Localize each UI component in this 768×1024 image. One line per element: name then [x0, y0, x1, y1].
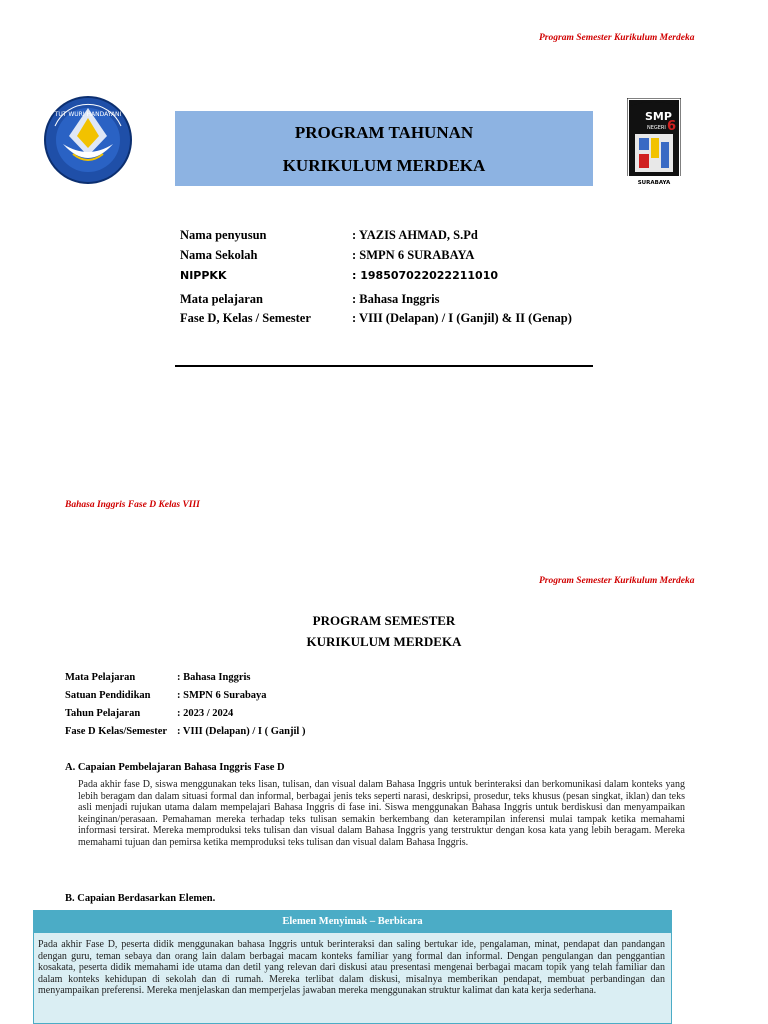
- info-value: : 2023 / 2024: [177, 708, 234, 719]
- info-label: Mata pelajaran: [180, 292, 263, 306]
- tut-wuri-handayani-logo: [37, 96, 139, 184]
- page1-header-note: Program Semester Kurikulum Merdeka: [539, 33, 695, 43]
- info-value: : SMPN 6 Surabaya: [177, 690, 267, 701]
- logo-right-number: 6: [667, 119, 677, 134]
- divider: [175, 365, 593, 367]
- title-box: [175, 111, 593, 186]
- elemen-text: Pada akhir Fase D, peserta didik menggunakan bahasa Inggris untuk berinteraksi dan saling bertukar ide, pengalaman, minat, pendapat dan pandangan dengan guru, teman sebaya dan orang lain dalam berbagai macam konteks familiar yang formal dan informal. Dengan pengulangan dan penggantian kosakata, peserta didik memahami ide utama dan detil yang relevan dari diskusi atau presentasi mengenai berbagai macam topik yang telah familiar dan dalam konteks kehidupan di sekolah dan di rumah. Mereka terlibat dalam diskusi, misalnya memberikan pendapat, membuat perbandingan dan menyampaikan preferensi. Mereka menjelaskan dan memperjelas jawaban mereka menggunakan struktur kalimat dan kata kerja sederhana.: [38, 939, 665, 997]
- info-value: : YAZIS AHMAD, S.Pd: [352, 228, 478, 242]
- info-label: NIPPKK: [180, 269, 227, 282]
- info-row-fase: [180, 311, 600, 327]
- logo-right-top-text: SMP: [645, 110, 672, 123]
- elemen-header: Elemen Menyimak – Berbicara: [34, 911, 671, 933]
- semester-info-row: [65, 726, 465, 740]
- info-row-sekolah: [180, 248, 600, 264]
- info-value: : VIII (Delapan) / I ( Ganjil ): [177, 726, 306, 737]
- semester-info-row: [65, 690, 465, 704]
- elemen-table: [33, 910, 672, 1024]
- info-value: : 198507022022211010: [352, 269, 498, 282]
- page-title-line1: PROGRAM TAHUNAN: [294, 123, 474, 142]
- info-label: Tahun Pelajaran: [65, 708, 141, 719]
- info-label: Nama penyusun: [180, 228, 267, 242]
- info-label: Mata Pelajaran: [65, 672, 136, 683]
- logo-right-bottom-text: SURABAYA: [637, 180, 671, 186]
- info-label: Nama Sekolah: [180, 248, 258, 262]
- info-row-nippkk: [180, 269, 600, 285]
- section-a-title: A. Capaian Pembelajaran Bahasa Inggris Fase D: [65, 762, 285, 773]
- logo-left-text: TUT WURI HANDAYANI: [54, 111, 122, 118]
- info-row-penyusun: [180, 228, 600, 244]
- page2-header-note: Program Semester Kurikulum Merdeka: [539, 576, 695, 586]
- info-value: : VIII (Delapan) / I (Ganjil) & II (Genap): [352, 311, 572, 325]
- info-label: Fase D, Kelas / Semester: [180, 311, 311, 325]
- info-value: : Bahasa Inggris: [352, 292, 440, 306]
- info-value: : Bahasa Inggris: [177, 672, 251, 683]
- semester-info-row: [65, 672, 465, 686]
- info-label: Fase D Kelas/Semester: [65, 726, 168, 737]
- info-value: : SMPN 6 SURABAYA: [352, 248, 475, 262]
- logo-right-middle-text: NEGERI: [647, 125, 666, 131]
- semester-title-line2: KURIKULUM MERDEKA: [306, 634, 462, 649]
- semester-info-row: [65, 708, 465, 722]
- semester-title-line1: PROGRAM SEMESTER: [312, 613, 456, 628]
- info-label: Satuan Pendidikan: [65, 690, 151, 701]
- info-row-mapel: [180, 292, 600, 308]
- page1-footer-note: Bahasa Inggris Fase D Kelas VIII: [65, 500, 200, 510]
- smpn-6-surabaya-logo: [627, 98, 681, 186]
- section-b-title: B. Capaian Berdasarkan Elemen.: [65, 893, 216, 904]
- page-title-line2: KURIKULUM MERDEKA: [282, 156, 486, 175]
- section-a-paragraph: Pada akhir fase D, siswa menggunakan teks lisan, tulisan, dan visual dalam Bahasa Inggris untuk berinteraksi dan berkomunikasi dalam konteks yang lebih beragam dan dalam situasi formal dan informal, berbagai jenis teks seperti narasi, deskripsi, prosedur, teks khusus (pesan singkat, iklan) dan teks asli menjadi rujukan utama dalam mempelajari Bahasa Inggris di fase ini. Siswa menggunakan Bahasa Inggris untuk berdiskusi dan menyampaikan keinginan/perasaan. Pemahaman mereka terhadap teks tulisan semakin berkembang dan keterampilan inferensi mulai tampak ketika memahami informasi tersirat. Mereka memproduksi teks tulisan dan visual dalam Bahasa Inggris yang terstruktur dengan kosa kata yang lebih beragam. Mereka memahami tujuan dan pemirsa ketika memproduksi teks tulisan dan visual dalam Bahasa Inggris.: [78, 779, 685, 848]
